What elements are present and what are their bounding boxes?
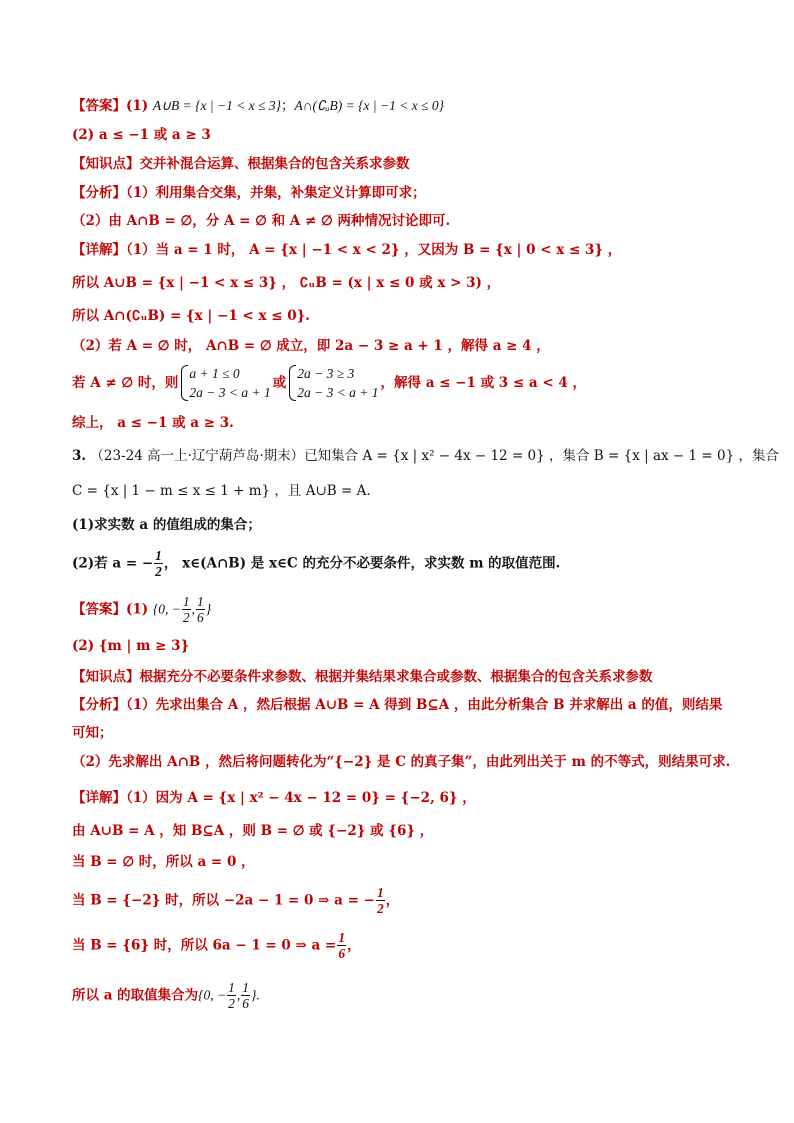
- system-2-row-2: 2a − 3 < a + 1: [297, 385, 379, 400]
- fraction-numerator: 1: [376, 885, 384, 900]
- fraction-one-half: [154, 548, 163, 579]
- detail-3-4-prefix: 当 B = {−2} 时，所以 −2a − 1 = 0 ⇒ a = −: [72, 892, 375, 909]
- sub-question-1: (1)求实数 a 的值组成的集合；: [72, 517, 261, 533]
- detail-3-line-6: [72, 980, 794, 1011]
- answer-part-1-label: (1): [126, 98, 153, 114]
- analysis-3-line-3: （2）先求解出 A∩B ，然后将问题转化为“{−2} 是 C 的真子集”，由此列出关于 m 的不等式，则结果可求.: [72, 754, 731, 770]
- fraction-one-half-detail: [376, 885, 385, 916]
- knowledge-point-3-line: [72, 667, 794, 687]
- answer-3-line-2: (2) {m | m ≥ 3}: [72, 638, 190, 654]
- fraction-one-half-final: [227, 980, 236, 1011]
- separator: ；: [280, 98, 295, 114]
- fraction-denominator: 6: [197, 610, 204, 625]
- analysis-line-2: （2）由 A∩B = ∅，分 A = ∅ 和 A ≠ ∅ 两种情况讨论即可.: [72, 213, 451, 229]
- system-1-row-1: a + 1 ≤ 0: [189, 366, 240, 381]
- fraction-denominator: 2: [182, 610, 190, 625]
- answer-complement-expression: A∩(∁ᵤB) = {x | −1 < x ≤ 0}: [294, 98, 444, 113]
- fraction-one-half-answer: [182, 594, 191, 625]
- system-2-row-1: 2a − 3 ≥ 3: [297, 366, 355, 381]
- answer-3-set-close: }: [205, 601, 212, 617]
- detail-3-label: 【详解】: [72, 790, 126, 806]
- detail-5-suffix: ，解得 a ≤ −1 或 3 ≤ a < 4 ，: [380, 375, 586, 391]
- fraction-numerator: 1: [182, 594, 190, 609]
- fraction-numerator: 1: [155, 548, 162, 563]
- fraction-denominator: 6: [338, 946, 346, 961]
- question-number: 3.: [72, 448, 87, 464]
- knowledge-point-text: 交并补混合运算、根据集合的包含关系求参数: [139, 156, 410, 172]
- fraction-numerator: 1: [338, 930, 346, 945]
- fraction-numerator: 1: [197, 594, 204, 609]
- detail-line-1: [72, 240, 794, 260]
- detail-5-prefix: 若 A ≠ ∅ 时，则: [72, 375, 179, 391]
- fraction-denominator: 2: [376, 901, 384, 916]
- detail-3-5-suffix: ，: [347, 937, 361, 954]
- or-word: 或: [272, 375, 287, 391]
- answer-3-line-1: [72, 594, 794, 625]
- analysis-text-1: （1）利用集合交集，并集，补集定义计算即可求；: [126, 185, 426, 201]
- detail-3-4-suffix: ，: [385, 892, 400, 909]
- fraction-denominator: 6: [242, 996, 250, 1011]
- conclusion-line: 综上， a ≤ −1 或 a ≥ 3.: [72, 415, 234, 431]
- detail-3-line-5: [72, 930, 794, 961]
- detail-3-6-prefix: 所以 a 的取值集合为: [72, 987, 199, 1004]
- detail-text-1: （1）当 a = 1 时， A = {x | −1 < x < 2} ，又因为 B = {x | 0 < x ≤ 3} ，: [126, 242, 622, 258]
- answer-3-set-open: {0, −: [152, 601, 181, 617]
- inequality-system-2: [288, 364, 378, 402]
- detail-3-6-set-close: }.: [251, 987, 260, 1003]
- fraction-denominator: 2: [228, 996, 235, 1011]
- comma: ,: [191, 601, 196, 617]
- analysis-line-1: [72, 183, 794, 203]
- answer-3-part-1-label: (1): [126, 601, 153, 618]
- answer-label: 【答案】: [72, 98, 126, 114]
- fraction-numerator: 1: [242, 980, 250, 995]
- detail-3-line-4: [72, 885, 794, 916]
- fraction-one-sixth-final: [241, 980, 250, 1011]
- sub-question-2: [72, 548, 794, 579]
- analysis-3-text-1: （1）先求出集合 A ，然后根据 A∪B = A 得到 B⊆A ，由此分析集合 B 并求解出 a 的值，则结果: [126, 697, 723, 713]
- fraction-one-sixth-answer: [196, 594, 205, 625]
- sub-question-2-prefix: (2)若 a = −: [72, 555, 154, 572]
- detail-3-text-1: （1）因为 A = {x | x² − 4x − 12 = 0} = {−2, 6} ，: [126, 790, 476, 806]
- fraction-one-sixth-detail: [337, 930, 346, 961]
- detail-3-6-set-open: {0, −: [198, 987, 227, 1003]
- analysis-label: 【分析】: [72, 185, 126, 201]
- question-source: （23-24 高一上·辽宁葫芦岛·期末）: [90, 448, 305, 464]
- analysis-3-label: 【分析】: [72, 697, 126, 713]
- answer-line-1: [72, 96, 794, 116]
- question-3-line-2: C = {x | 1 − m ≤ x ≤ 1 + m} ，且 A∪B = A.: [72, 483, 371, 499]
- detail-line-3: 所以 A∩(∁ᵤB) = {x | −1 < x ≤ 0}.: [72, 308, 310, 324]
- answer-line-2: (2) a ≤ −1 或 a ≥ 3: [72, 127, 211, 143]
- detail-3-5-prefix: 当 B = {6} 时，所以 6a − 1 = 0 ⇒ a =: [72, 937, 337, 954]
- sub-question-2-suffix: ， x∈(A∩B) 是 x∈C 的充分不必要条件，求实数 m 的取值范围.: [163, 555, 561, 572]
- answer-3-label: 【答案】: [72, 601, 126, 618]
- knowledge-point-label: 【知识点】: [72, 156, 140, 172]
- system-1-row-2: 2a − 3 < a + 1: [189, 385, 271, 400]
- detail-line-5: [72, 364, 794, 402]
- analysis-3-line-1: [72, 695, 794, 715]
- detail-3-line-3: 当 B = ∅ 时，所以 a = 0 ，: [72, 854, 255, 870]
- comma: ,: [236, 987, 241, 1003]
- question-text-1: 已知集合 A = {x | x² − 4x − 12 = 0} ，集合 B = {x | ax − 1 = 0} ，集合: [304, 448, 779, 464]
- detail-3-line-2: 由 A∪B = A ，知 B⊆A ，则 B = ∅ 或 {−2} 或 {6} ，: [72, 823, 434, 839]
- inequality-system-1: [180, 364, 270, 402]
- analysis-3-line-2: 可知；: [72, 725, 113, 741]
- knowledge-point-3-text: 根据充分不必要条件求参数、根据并集结果求集合或参数、根据集合的包含关系求参数: [139, 669, 653, 685]
- fraction-numerator: 1: [228, 980, 235, 995]
- detail-line-2: 所以 A∪B = {x | −1 < x ≤ 3} ， ∁ᵤB = (x | x ≤ 0 或 x > 3) ，: [72, 275, 501, 291]
- answer-union-expression: A∪B = {x | −1 < x ≤ 3}: [152, 98, 281, 113]
- detail-label: 【详解】: [72, 242, 126, 258]
- detail-3-line-1: [72, 788, 794, 808]
- knowledge-point-3-label: 【知识点】: [72, 669, 140, 685]
- fraction-denominator: 2: [155, 564, 162, 579]
- question-3-line-1: [72, 446, 794, 466]
- detail-line-4: （2）若 A = ∅ 时， A∩B = ∅ 成立，即 2a − 3 ≥ a + 1 ，解得 a ≥ 4 ，: [72, 338, 550, 354]
- knowledge-point-line: [72, 154, 794, 174]
